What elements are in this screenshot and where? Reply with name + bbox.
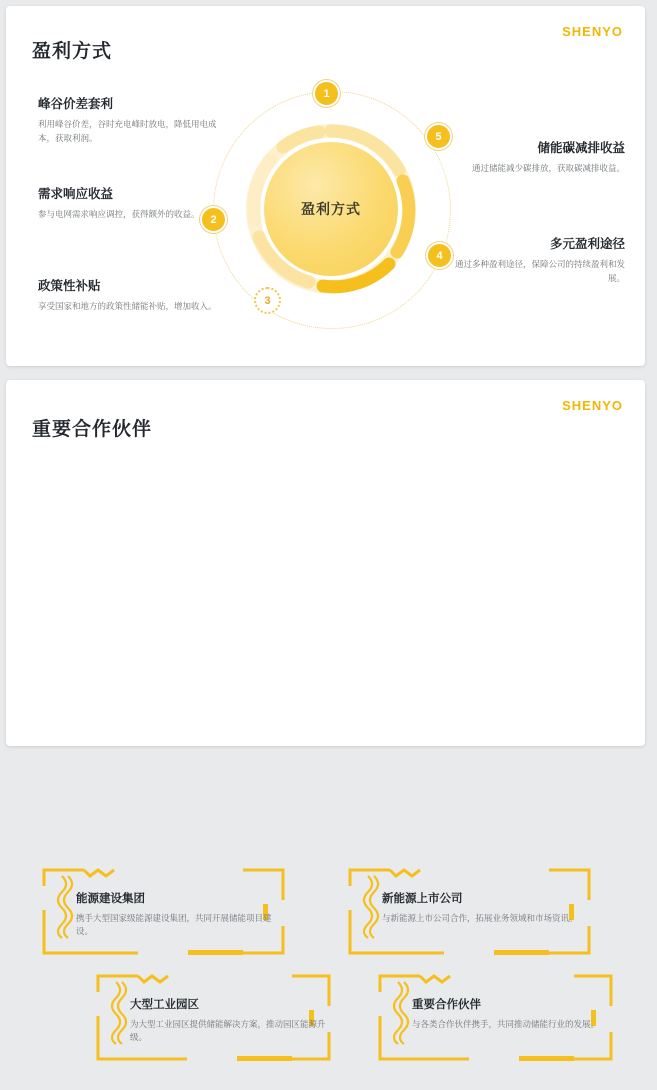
profit-item-4-desc: 通过多种盈利途径，保障公司的持续盈利和发展。	[454, 259, 625, 283]
partner-card[interactable]	[92, 970, 335, 1065]
page-title: 重要合作伙伴	[32, 419, 153, 440]
profit-item-4-title: 多元盈利途径	[549, 237, 625, 251]
slide-profit-models	[6, 6, 645, 366]
profit-item-1-title: 峰谷价差套利	[38, 97, 114, 111]
partner-card-grid	[6, 850, 657, 1090]
partner-card[interactable]	[344, 864, 595, 959]
partner-card-desc: 携手大型国家级能源建设集团，共同开展储能项目建设。	[76, 913, 272, 936]
partner-card-title: 重要合作伙伴	[412, 999, 481, 1011]
partner-card-desc: 为大型工业园区提供储能解决方案，推动园区能源升级。	[130, 1019, 326, 1042]
brand-logo: SHENYO	[562, 24, 623, 39]
profit-item-2-title: 需求响应收益	[38, 187, 114, 201]
profit-item-3-desc: 享受国家和地方的政策性储能补贴，增加收入。	[38, 301, 217, 311]
profit-item-3-title: 政策性补贴	[38, 279, 101, 293]
slide-partners	[6, 380, 645, 1042]
partner-card[interactable]	[38, 864, 289, 959]
partner-card-desc: 与新能源上市公司合作，拓展业务领域和市场资讯。	[382, 913, 578, 923]
partner-card-body	[382, 890, 582, 925]
diagram-node-1[interactable]: 1	[313, 80, 340, 107]
diagram-node-4[interactable]: 4	[426, 242, 453, 269]
partner-card-title: 新能源上市公司	[382, 893, 463, 905]
profit-item-5	[440, 138, 625, 176]
diagram-center	[264, 142, 398, 276]
profit-item-4	[440, 234, 625, 285]
partner-card-body	[130, 996, 330, 1044]
brand-logo: SHENYO	[562, 398, 623, 413]
profit-donut-diagram	[196, 84, 466, 334]
partner-card-title: 能源建设集团	[76, 893, 145, 905]
diagram-node-2[interactable]: 2	[200, 206, 227, 233]
diagram-node-5[interactable]: 5	[425, 123, 452, 150]
partner-card[interactable]	[374, 970, 617, 1065]
profit-item-2-desc: 参与电网需求响应调控，获得额外的收益。	[38, 209, 200, 219]
diagram-node-3[interactable]: 3	[254, 287, 281, 314]
profit-item-1-desc: 利用峰谷价差，谷时充电峰时放电，降低用电成本，获取利润。	[38, 119, 217, 143]
diagram-center-label: 盈利方式	[301, 201, 361, 217]
profit-item-5-title: 储能碳减排收益	[537, 141, 625, 155]
partner-card-desc: 与各类合作伙伴携手，共同推动储能行业的发展。	[412, 1019, 600, 1029]
partner-card-title: 大型工业园区	[130, 999, 199, 1011]
page-title: 盈利方式	[32, 41, 113, 62]
partner-card-body	[412, 996, 612, 1031]
profit-item-5-desc: 通过储能减少碳排放，获取碳减排收益。	[471, 163, 625, 173]
partner-card-body	[76, 890, 276, 938]
